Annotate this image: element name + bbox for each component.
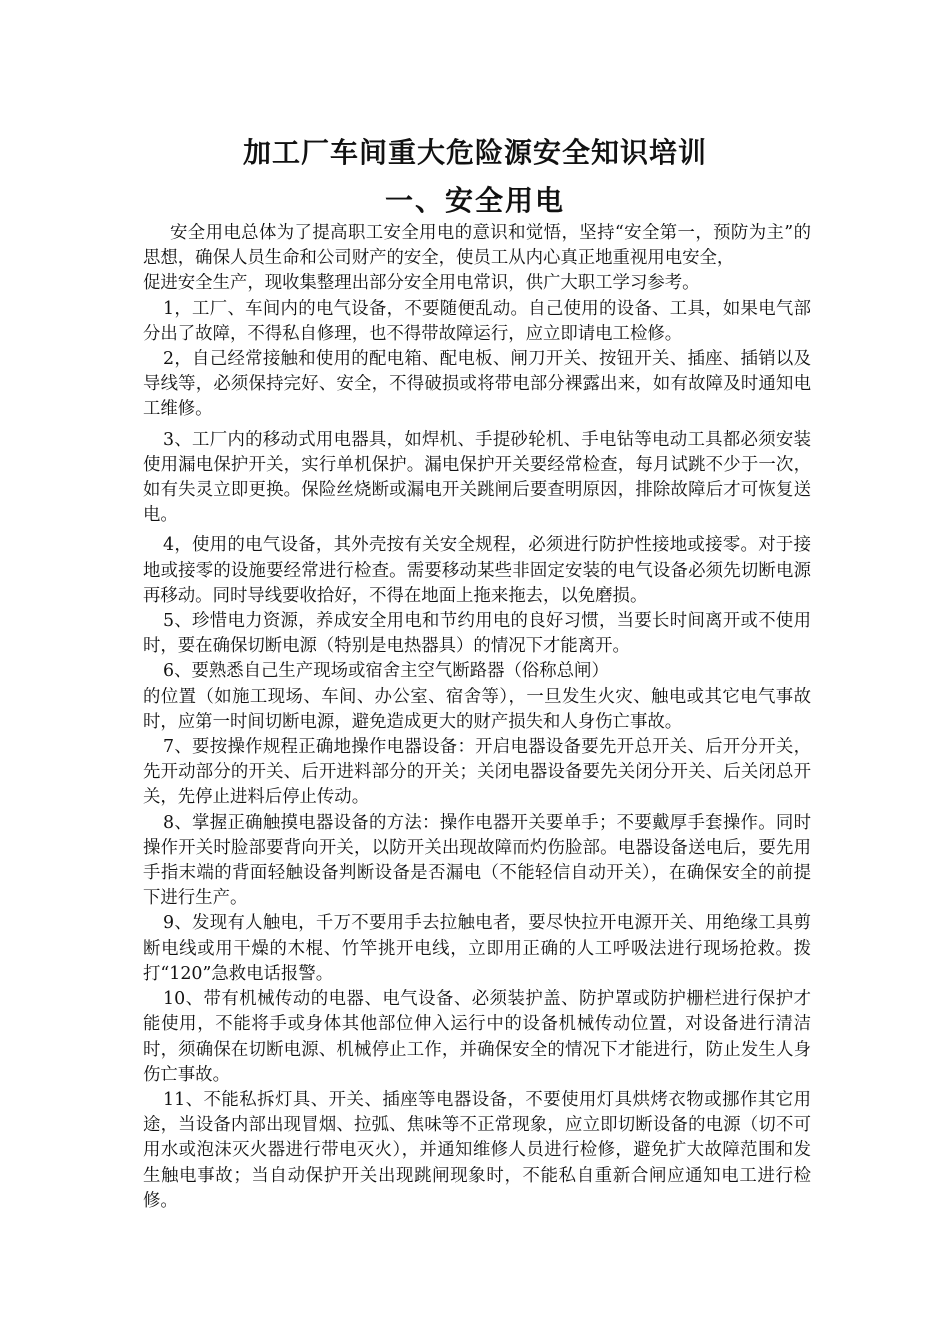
safety-item-4: 4，使用的电气设备，其外壳按有关安全规程，必须进行防护性接地或接零。对于接地或接零的设施要经常进行检查。需要移动某些非固定安装的电气设备必须先切断电源再移动。同时导线要收拾好，不得在地面上拖来拖去，以免磨损。 bbox=[143, 535, 811, 606]
safety-item-5: 5、珍惜电力资源，养成安全用电和节约用电的良好习惯，当要长时间离开或不使用时，要在确保切断电源（特别是电热器具）的情况下才能离开。 bbox=[143, 611, 811, 657]
document-body bbox=[143, 221, 811, 1214]
safety-item-10: 10、带有机械传动的电器、电气设备、必须装护盖、防护罩或防护栅栏进行保护才能使用，不能将手或身体其他部位伸入运行中的设备机械传动位置，对设备进行清洁时，须确保在切断电源、机械停止工作，并确保安全的情况下才能进行，防止发生人身伤亡事故。 bbox=[143, 989, 811, 1085]
section-title: 一、安全用电 bbox=[384, 184, 565, 217]
document-title: 加工厂车间重大危险源安全知识培训 bbox=[242, 136, 707, 169]
intro-paragraph: 安全用电总体为了提高职工安全用电的意识和觉悟，坚持“安全第一，预防为主”的思想，确保人员生命和公司财产的安全，使员工从内心真正地重视用电安全， bbox=[143, 223, 811, 269]
safety-item-3: 3、工厂内的移动式用电器具，如焊机、手提砂轮机、手电钻等电动工具都必须安装使用漏电保护开关，实行单机保护。漏电保护开关要经常检查，每月试跳不少于一次，如有失灵立即更换。保险丝烧断或漏电开关跳闸后要查明原因，排除故障后才可恢复送电。 bbox=[143, 429, 811, 526]
intro-paragraph-continued: 促进安全生产，现收集整理出部分安全用电常识，供广大职工学习参考。 bbox=[143, 273, 700, 294]
safety-item-6: 6、要熟悉自己生产现场或宿舍主空气断路器（俗称总闸） bbox=[163, 661, 609, 682]
safety-item-9: 9、发现有人触电，千万不要用手去拉触电者，要尽快拉开电源开关、用绝缘工具剪断电线或用干燥的木棍、竹竿挑开电线，立即用正确的人工呼吸法进行现场抢救。拨打“120”急救电话报警。 bbox=[143, 913, 811, 984]
safety-item-2: 2，自己经常接触和使用的配电箱、配电板、闸刀开关、按钮开关、插座、插销以及导线等，必须保持完好、安全，不得破损或将带电部分裸露出来，如有故障及时通知电工维修。 bbox=[143, 349, 811, 420]
safety-item-8: 8、掌握正确触摸电器设备的方法：操作电器开关要单手；不要戴厚手套操作。同时操作开关时脸部要背向开关，以防开关出现故障而灼伤脸部。电器设备送电后，要先用手指末端的背面轻触设备判断设备是否漏电（不能轻信自动开关），在确保安全的前提下进行生产。 bbox=[143, 812, 811, 909]
safety-item-1: 1，工厂、车间内的电气设备，不要随便乱动。自己使用的设备、工具，如果电气部分出了故障，不得私自修理，也不得带故障运行，应立即请电工检修。 bbox=[143, 298, 811, 344]
safety-item-7: 7、要按操作规程正确地操作电器设备：开启电器设备要先开总开关、后开分开关，先开动部分的开关、后开进料部分的开关；关闭电器设备要先关闭分开关、后关闭总开关，先停止进料后停止传动。 bbox=[143, 737, 811, 808]
safety-item-6-continued: 的位置（如施工现场、车间、办公室、宿舍等），一旦发生火灾、触电或其它电气事故时，应第一时间切断电源，避免造成更大的财产损失和人身伤亡事故。 bbox=[143, 686, 811, 732]
safety-item-11: 11、不能私拆灯具、开关、插座等电器设备，不要使用灯具烘烤衣物或挪作其它用途，当设备内部出现冒烟、拉弧、焦味等不正常现象，应立即切断设备的电源（切不可用水或泡沫灭火器进行带电灭火），并通知维修人员进行检修，避免扩大故障范围和发生触电事故；当自动保护开关出现跳闸现象时，不能私自重新合闸应通知电工进行检修。 bbox=[143, 1089, 811, 1211]
